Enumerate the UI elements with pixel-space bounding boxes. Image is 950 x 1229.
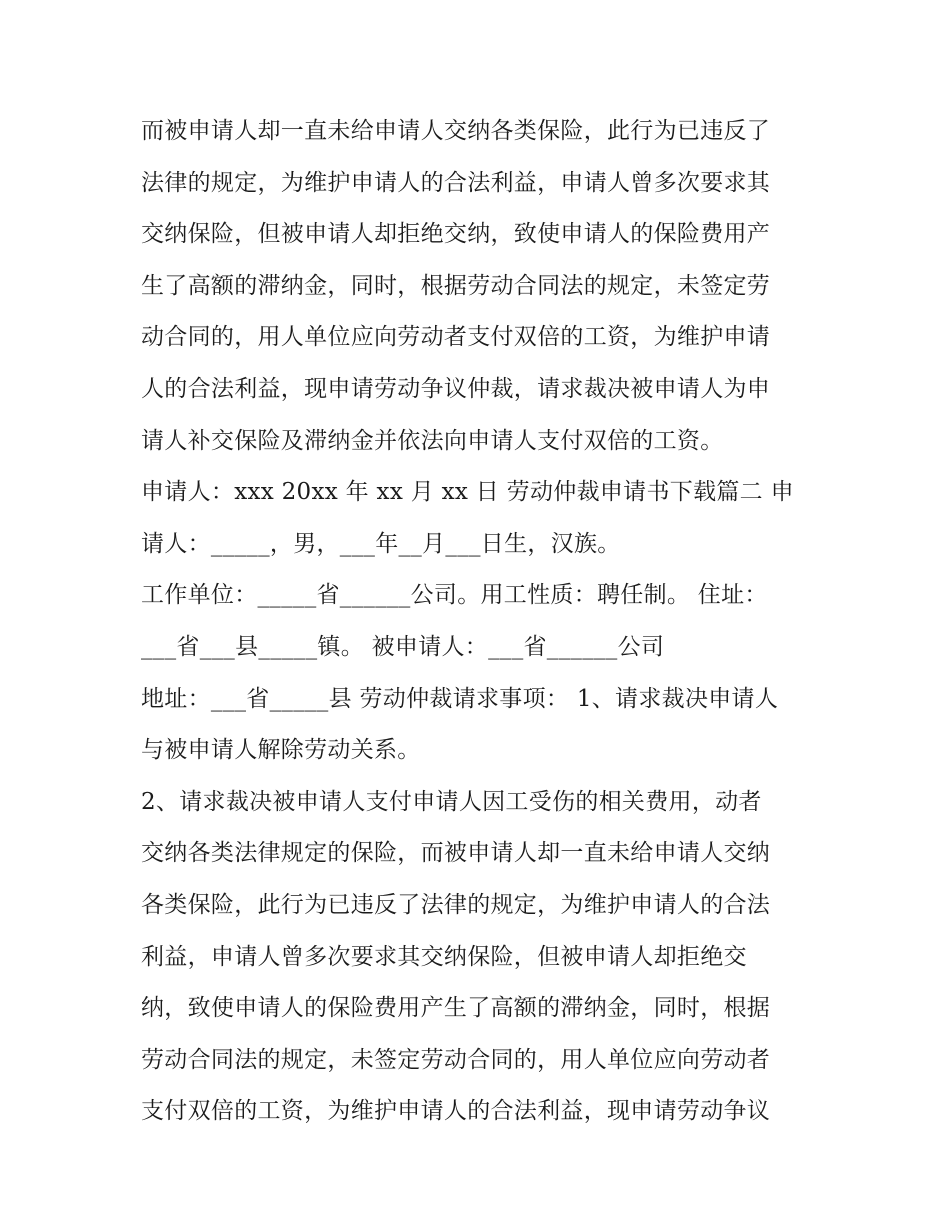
text-line: 地址：___省_____县 劳动仲裁请求事项： 1、请求裁决申请人 [141, 685, 779, 712]
text-line: ___省___县_____镇。 被申请人：___省______公司 [141, 633, 665, 660]
text-line: 与被申请人解除劳动关系。 [141, 737, 421, 764]
text-line: 生了高额的滞纳金，同时，根据劳动合同法的规定，未签定劳 [141, 272, 771, 299]
text-line: 劳动合同法的规定，未签定劳动合同的，用人单位应向劳动者 [141, 1046, 771, 1073]
text-line: 各类保险，此行为已违反了法律的规定，为维护申请人的合法 [141, 891, 771, 918]
text-line: 工作单位：_____省______公司。用工性质：聘任制。 住址： [141, 582, 768, 609]
text-line: 请人补交保险及滞纳金并依法向申请人支付双倍的工资。 [141, 427, 724, 454]
text-line: 而被申请人却一直未给申请人交纳各类保险，此行为已违反了 [141, 118, 771, 144]
text-line: 法律的规定，为维护申请人的合法利益，申请人曾多次要求其 [141, 169, 771, 196]
text-line: 动合同的，用人单位应向劳动者支付双倍的工资，为维护申请 [141, 324, 771, 351]
text-line: 2、请求裁决被申请人支付申请人因工受伤的相关费用，动者 [141, 788, 762, 815]
text-line: 请人：_____，男，___年__月___日生，汉族。 [141, 530, 621, 557]
text-line: 申请人：xxx 20xx 年 xx 月 xx 日 劳动仲裁申请书下载篇二 申 [141, 479, 794, 506]
text-line: 人的合法利益，现申请劳动争议仲裁，请求裁决被申请人为申 [141, 375, 771, 402]
document-body [141, 106, 821, 1138]
text-line: 交纳保险，但被申请人却拒绝交纳，致使申请人的保险费用产 [141, 221, 771, 248]
text-line: 交纳各类法律规定的保险，而被申请人却一直未给申请人交纳 [141, 840, 771, 867]
text-line: 纳，致使申请人的保险费用产生了高额的滞纳金，同时，根据 [141, 995, 771, 1022]
text-line: 支付双倍的工资，为维护申请人的合法利益，现申请劳动争议 [141, 1098, 771, 1125]
text-line: 利益，申请人曾多次要求其交纳保险，但被申请人却拒绝交 [141, 943, 747, 970]
